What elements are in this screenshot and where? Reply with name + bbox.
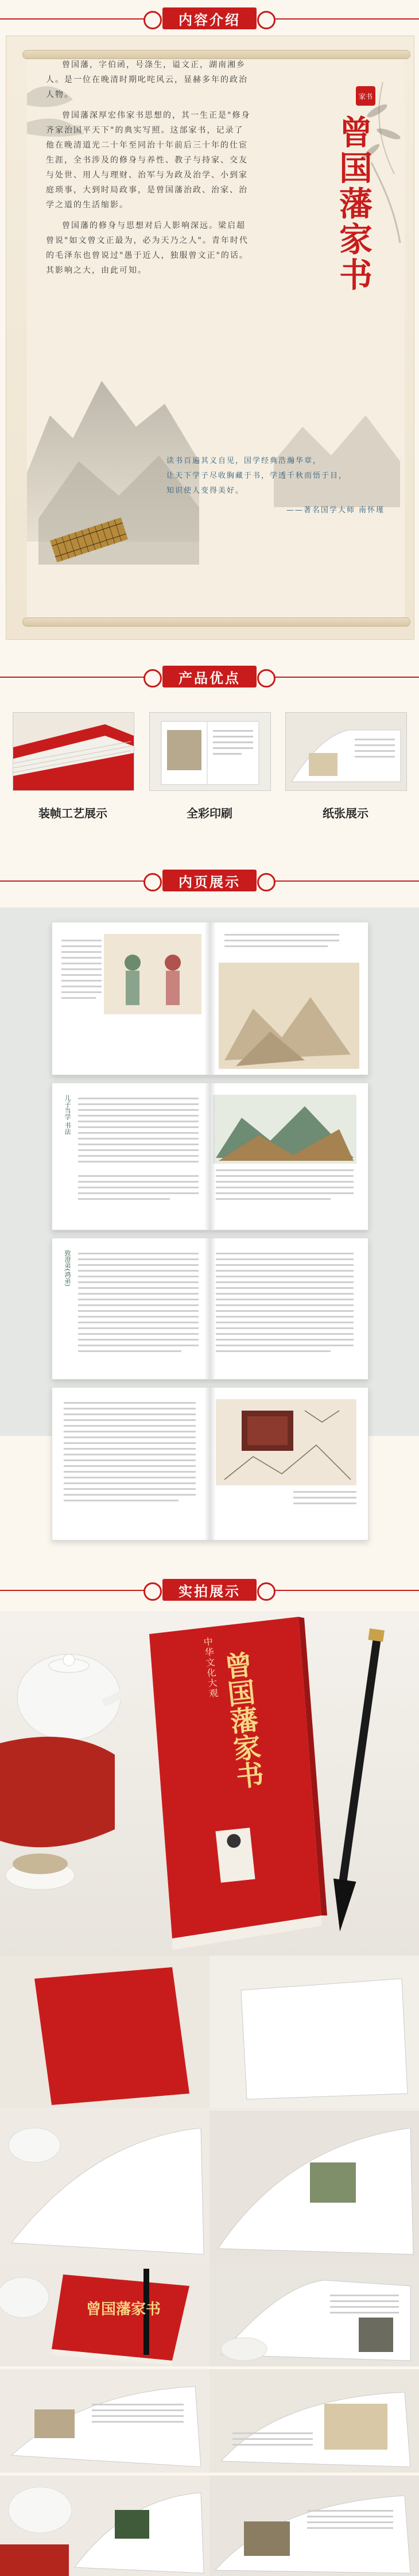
real-shot-photo [210, 2369, 419, 2473]
inner-page-spread [52, 1238, 368, 1380]
intro-paragraph: 曾国藩的修身与思想对后人影响深远。梁启超曾说"如文曾文正最为，必为天乃之人"。青年时代的毛泽东也曾说过"愚于近人，独服曾文正"的话。其影响之大，由此可知。 [46, 221, 249, 275]
intro-paragraph: 曾国藩，字伯函，号涤生，谥文正，湖南湘乡人。是一位在晚清时期叱咤风云，显赫多年的政治人物。 [46, 60, 248, 99]
advantage-caption: 全彩印刷 [187, 806, 232, 820]
cover-series-label: 中华文化大观 [201, 1636, 219, 1700]
real-shot-photo [0, 2475, 210, 2576]
quote-line: 知识使人变得美好。 [166, 486, 245, 495]
real-shot-photo [0, 2369, 210, 2473]
real-shot-photo [210, 2263, 419, 2366]
section-header-inner-pages [0, 864, 419, 897]
section-title-advantages: 产品优点 [161, 664, 258, 689]
advantage-caption: 装帧工艺展示 [38, 806, 107, 820]
inner-page-spread [52, 1083, 368, 1230]
advantage-caption: 纸张展示 [323, 806, 368, 820]
quote-author: ——著名国学大师 南怀瑾 [286, 506, 385, 515]
section-header-intro [0, 2, 419, 34]
intro-paragraph: 曾国藩深厚宏伟家书思想的，其一生正是"修身齐家治国平天下"的典实写照。这部家书，记录了他在晚清道光二十年至同治十年前后三十年的仕宦生涯，全书涉及的修身与养性、教子与持家、交友与处世、用人与理财、治军与为政及治学、小到家庭琐事，大到时局政事，是曾国藩治政、治家、治学之道的生活缩影。 [46, 111, 251, 210]
page-heading: 致澄弟(鸿弟) [64, 1250, 71, 1287]
real-shot-photo [0, 2263, 210, 2366]
inner-page-spread [52, 922, 368, 1075]
intro-body [46, 57, 253, 284]
cover-title: 曾国藩家书 [218, 1650, 265, 1791]
quote-line: 让天下学子尽收胸藏于书，学透千秋而悟于目， [166, 472, 348, 480]
section-header-real-shots [0, 1574, 419, 1606]
scroll-rod-bottom [22, 617, 410, 627]
section-header-advantages [0, 661, 419, 693]
real-shot-main-photo [0, 1611, 419, 1956]
binding-craft-photo [13, 712, 134, 791]
inner-page-spread [52, 1387, 368, 1540]
book-title-vertical: 曾国藩家书 [333, 115, 373, 293]
quote-block [166, 454, 396, 518]
section-title-intro: 内容介绍 [161, 6, 258, 31]
quote-line: 读书百遍其义自见，国学经典浩瀚华章， [166, 457, 322, 465]
paper-display-photo [285, 712, 407, 791]
real-shot-photo-strip [0, 1956, 419, 2263]
real-shot-photo [210, 2475, 419, 2576]
section-title-real-shots: 实拍展示 [161, 1577, 258, 1602]
cover-title-small: 曾国藩家书 [86, 2301, 161, 2318]
page-heading: 儿子当学 书法 [64, 1095, 71, 1135]
full-color-print-photo [149, 712, 271, 791]
red-seal-stamp: 家书 [356, 86, 375, 106]
bamboo-slip-illustration [46, 511, 132, 569]
section-title-inner-pages: 内页展示 [161, 868, 258, 893]
